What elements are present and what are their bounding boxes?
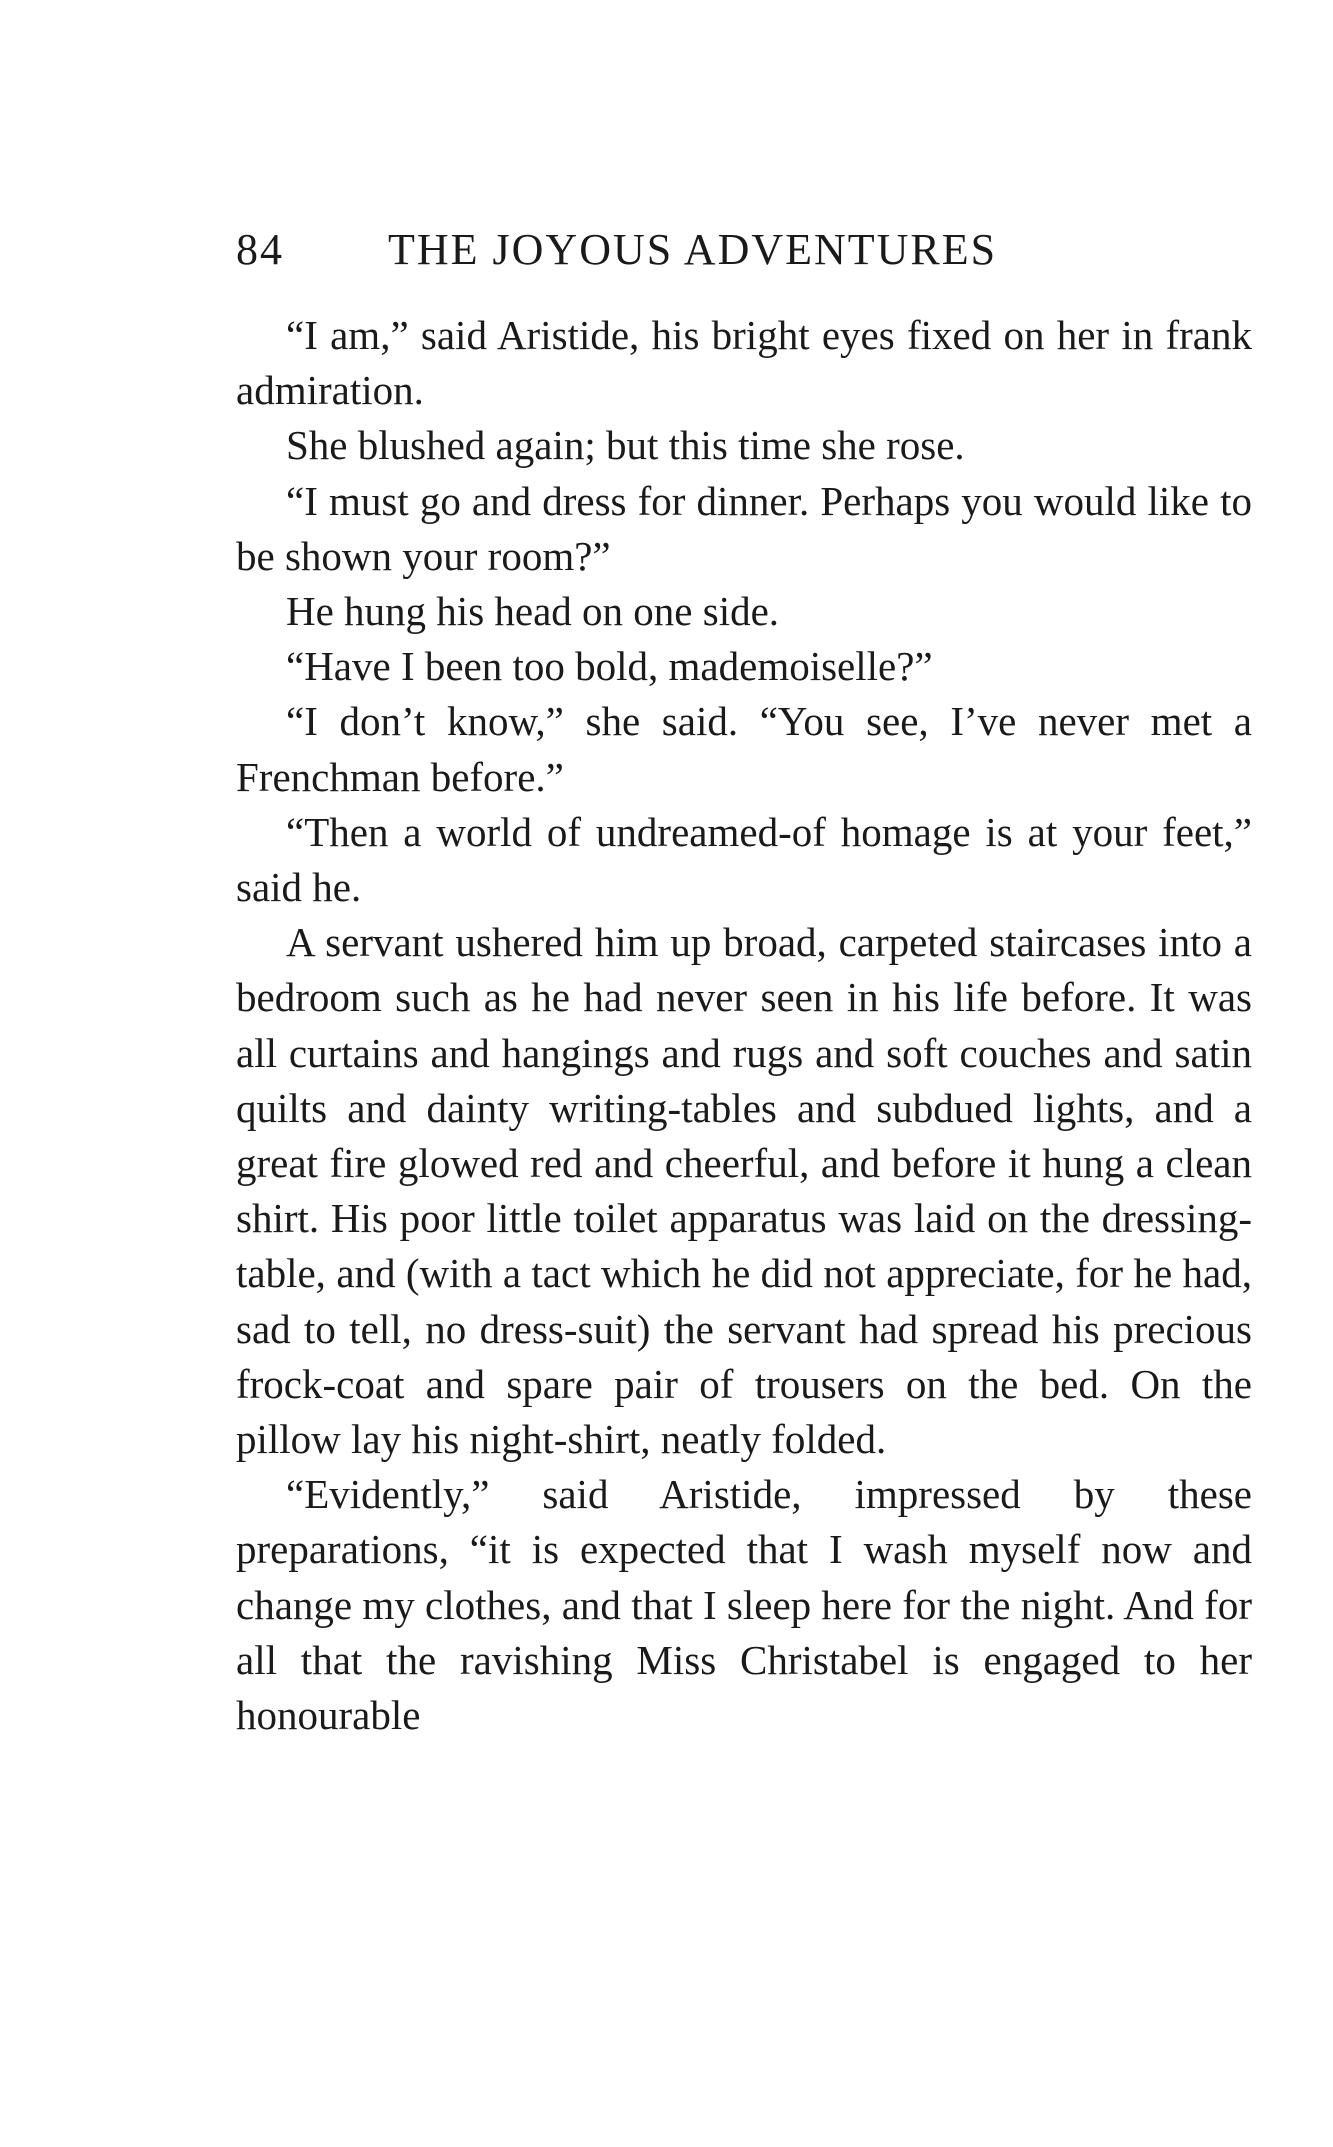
paragraph: “Have I been too bold, mademoiselle?” [286,643,933,690]
body-text [236,308,1252,1743]
paragraph: He hung his head on one side. [286,588,780,635]
paragraph: A servant ushered him up broad, carpeted staircases into a bedroom such as he had never seen in his life before. It was all curtains and hangings and rugs and soft couches and satin quilts and dainty writing-tables and subdued lights, and a great fire glowed red and cheerful, and before it hung a clean shirt. His poor little toilet apparatus was laid on the dressing-table, and (with a tact which he did not appreciate, for he had, sad to tell, no dress-suit) the servant had spread his precious frock-coat and spare pair of trousers on the bed. On the pillow lay his night-shirt, neatly folded. [236,919,1252,1463]
paragraph: “Then a world of undreamed-of homage is at your feet,” said he. [236,808,1252,911]
paragraph: She blushed again; but this time she rose. [286,422,965,469]
page-header [236,220,1256,280]
paragraph: “I must go and dress for dinner. Perhaps you would like to be shown your room?” [236,477,1252,579]
running-title: THE JOYOUS ADVENTURES [388,225,998,274]
paragraph: “I don’t know,” she said. “You see, I’ve never met a Frenchman before.” [236,698,1252,800]
paragraph: “I am,” said Aristide, his bright eyes fixed on her in frank admiration. [236,312,1252,414]
page-number: 84 [236,225,284,274]
paragraph: “Evidently,” said Aristide, impressed by these preparations, “it is expected that I wash myself now and change my clothes, and that I sleep here for the night. And for all that the ravishing Miss Christabel is engaged to her honourable [236,1471,1252,1739]
